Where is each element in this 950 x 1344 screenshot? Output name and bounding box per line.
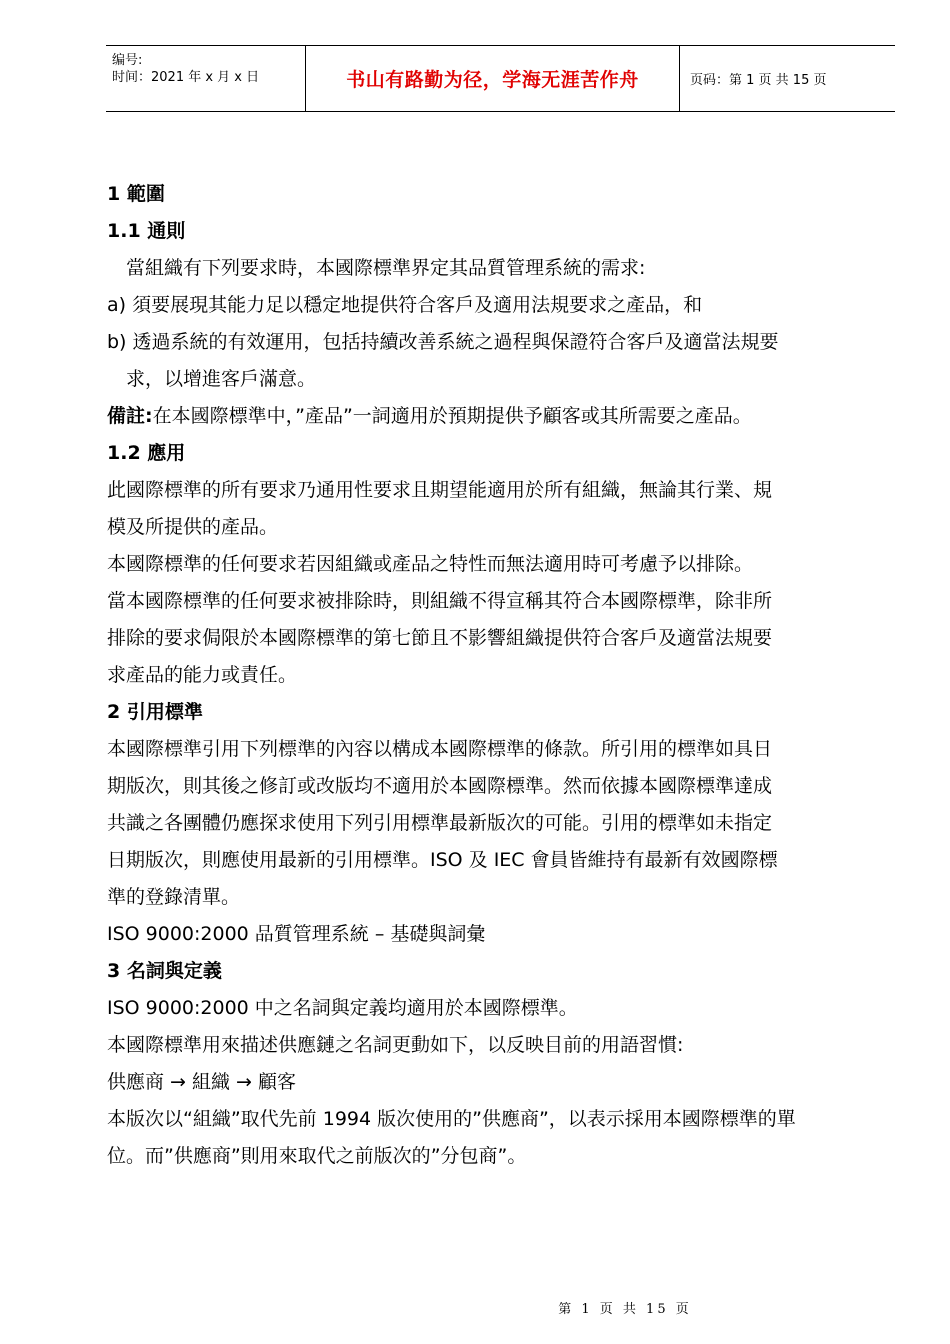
body-text-line: 共識之各團體仍應探求使用下列引用標準最新版次的可能。引用的標準如未指定 (107, 812, 773, 834)
header-motto (306, 46, 680, 111)
body-text-line: 供應商 → 組織 → 顧客 (107, 1071, 296, 1093)
body-text-line: 準的登錄清單。 (107, 886, 241, 908)
body-text-line: 本國際標準的任何要求若因組織或產品之特性而無法適用時可考慮予以排除。 (107, 553, 754, 575)
document-number-label: 编号: (112, 53, 143, 68)
body-text-line: a) 須要展現其能力足以穩定地提供符合客戶及適用法規要求之產品，和 (107, 294, 703, 316)
body-text-line: 日期版次，則應使用最新的引用標準。ISO 及 IEC 會員皆維持有最新有效國際標 (107, 849, 778, 871)
motto-text: 书山有路勤为径，学海无涯苦作舟 (346, 69, 639, 91)
body-text-line: b) 透過系統的有效運用，包括持續改善系統之過程與保證符合客戶及適當法規要 (107, 331, 779, 353)
body-text-line: ISO 9000:2000 品質管理系統 – 基礎與詞彙 (107, 923, 486, 945)
body-text-line: 期版次，則其後之修訂或改版均不適用於本國際標準。然而依據本國際標準達成 (107, 775, 773, 797)
body-text-line: 本版次以“組織”取代先前 1994 版次使用的”供應商”，以表示採用本國際標準的單 (107, 1108, 796, 1130)
page-footer (0, 1298, 950, 1317)
section-heading: 1.2 應用 (107, 442, 186, 464)
page-header (106, 45, 895, 112)
body-text-line: 當組織有下列要求時，本國際標準界定其品質管理系統的需求: (126, 257, 646, 279)
document-time-label: 时间：2021 年 x 月 x 日 (112, 70, 260, 85)
body-text-line: 位。而”供應商”則用來取代之前版次的”分包商”。 (107, 1145, 527, 1167)
header-page-info (680, 46, 895, 111)
note-paragraph (107, 398, 907, 435)
document-body (107, 176, 907, 1175)
footer-page-number: 第 1 页 共 15 页 (558, 1302, 692, 1317)
body-text-line: 求產品的能力或責任。 (107, 664, 298, 686)
note-text: 在本國際標準中，”產品”一詞適用於預期提供予顧客或其所需要之產品。 (152, 405, 752, 427)
body-text-line: 本國際標準用來描述供應鏈之名詞更動如下，以反映目前的用語習慣: (107, 1034, 684, 1056)
body-text-line: 排除的要求侷限於本國際標準的第七節且不影響組織提供符合客戶及適當法規要 (107, 627, 773, 649)
body-text-line: 當本國際標準的任何要求被排除時，則組織不得宣稱其符合本國際標準，除非所 (107, 590, 773, 612)
note-label: 備註: (107, 405, 153, 427)
section-heading: 1.1 通則 (107, 220, 186, 242)
body-text-line: 此國際標準的所有要求乃通用性要求且期望能適用於所有組織，無論其行業、規 (107, 479, 773, 501)
body-text-line: 模及所提供的產品。 (107, 516, 279, 538)
body-text-line: 求，以增進客戶滿意。 (126, 368, 317, 390)
body-text-line: 本國際標準引用下列標準的內容以構成本國際標準的條款。所引用的標準如具日 (107, 738, 773, 760)
section-heading: 3 名詞與定義 (107, 960, 222, 982)
header-meta (106, 46, 306, 111)
page-info-text: 页码：第 1 页 共 15 页 (690, 73, 827, 88)
section-heading: 1 範圍 (107, 183, 165, 205)
body-text-line: ISO 9000:2000 中之名詞與定義均適用於本國際標準。 (107, 997, 578, 1019)
section-heading: 2 引用標準 (107, 701, 203, 723)
